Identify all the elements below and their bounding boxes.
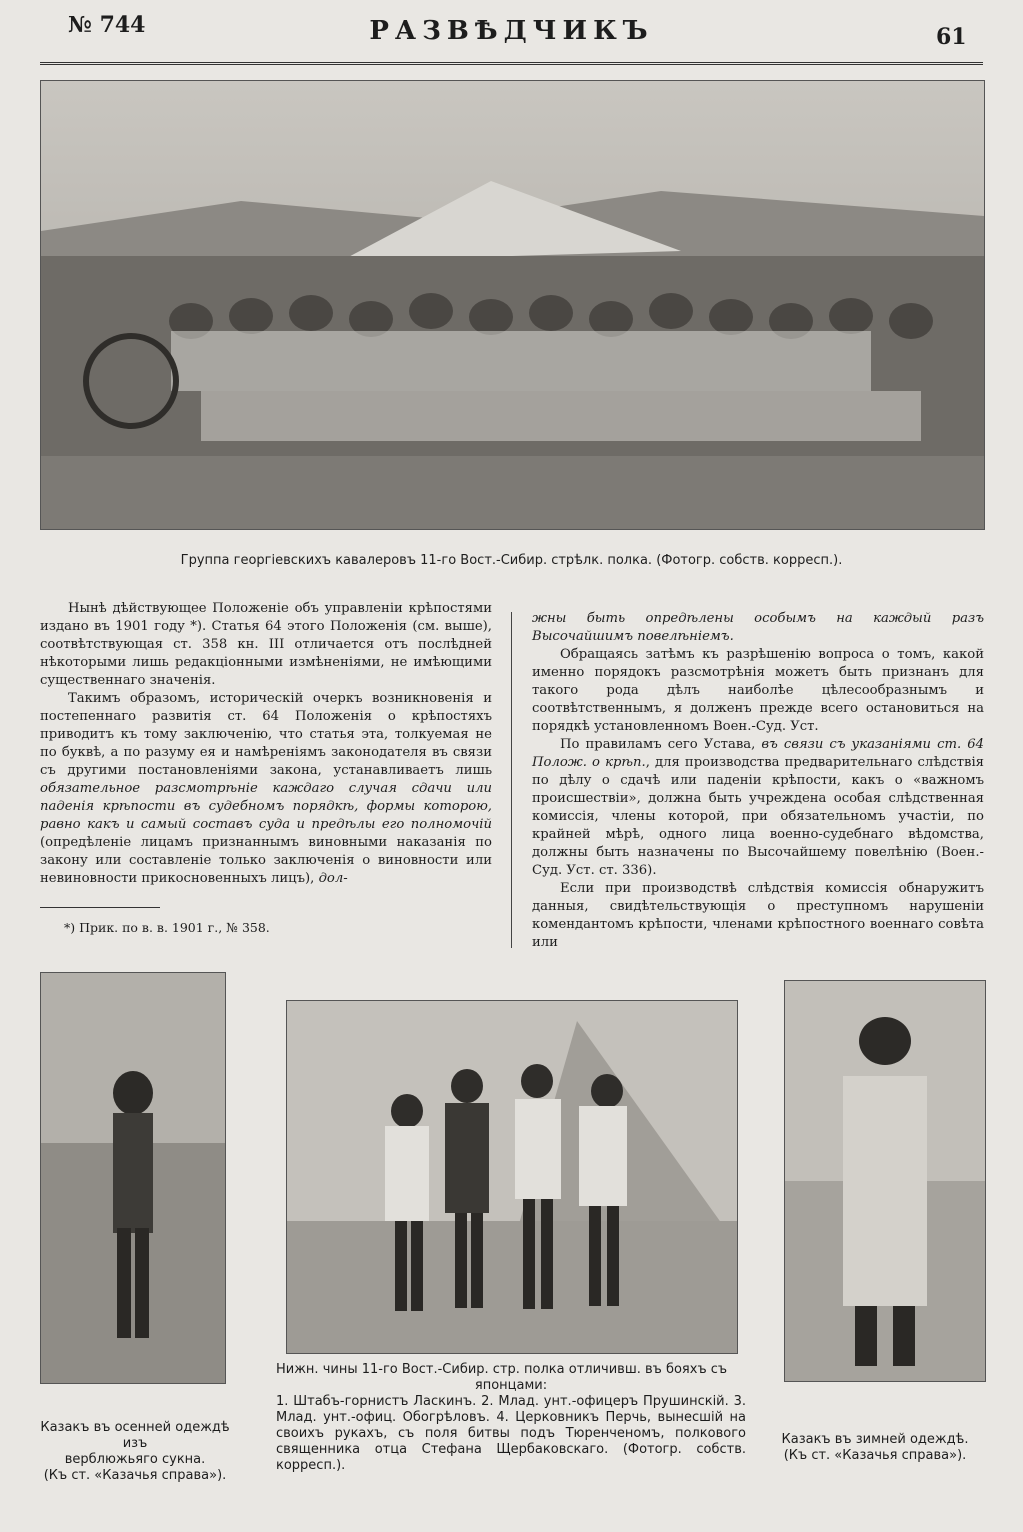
paragraph: Если при производствѣ слѣдствія комиссія обнаружитъ данныя, свидѣтельствующія о преступномъ нарушеніи комендантомъ крѣпости, членами крѣпостного военнаго совѣта или [532, 881, 984, 950]
soldiers-list: 1. Штабъ-горнистъ Ласкинъ. 2. Млад. унт.-офицеръ Прушинскій. 3. Млад. унт.-офиц. Обогрѣловъ. 4. Церковникъ Перчь, вынесшій на своихъ рукахъ, съ поля битвы подъ Тюренченомъ, полкового священника отца Стефана Щербаковскаго. (Фотогр. собств. корресп.). [276, 1394, 746, 1473]
cossack-autumn-photo [40, 972, 226, 1384]
cossack-autumn-caption: Казакъ въ осенней одеждѣ изъ верблюжьяго сукна. (Къ ст. «Казачья справа»). [40, 1420, 230, 1483]
italic-phrase: обязательное разсмотрѣніе каждаго случая сдачи или паденія крѣпости въ судебномъ порядкѣ, формы которою, равно какъ и самый составъ суда и предѣлы его полномочій [40, 781, 492, 832]
header-rule [40, 62, 983, 65]
paragraph: Обращаясь затѣмъ къ разрѣшенію вопроса о томъ, какой именно порядокъ разсмотрѣнія можетъ быть признанъ для такого рода дѣлъ наиболѣе цѣлесообразнымъ и соотвѣтственнымъ, я долженъ прежде всего остановиться на порядкѣ установленномъ Воен.-Суд. Уст. [532, 647, 984, 734]
article-left-column [40, 600, 492, 888]
magazine-title: РАЗВѢДЧИКЪ [369, 16, 654, 46]
italic-phrase: въ связи съ указаніями ст. 64 Полож. о крѣп. [532, 737, 984, 770]
group-photo-caption: Группа георгіевскихъ кавалеровъ 11-го Вост.-Сибир. стрѣлк. полка. (Фотогр. собств. корресп.). [180, 553, 843, 568]
soldiers-tent-photo [286, 1000, 738, 1354]
footnote: *) Прик. по в. в. 1901 г., № 358. [64, 920, 270, 935]
footnote-rule [40, 907, 160, 908]
article-right-column [532, 610, 984, 952]
page-number: 61 [936, 24, 967, 50]
soldiers-tent-caption: Нижн. чины 11-го Вост.-Сибир. стр. полка отличивш. въ бояхъ съ японцами: 1. Штабъ-горнистъ Ласкинъ. 2. Млад. унт.-офицеръ Прушинскій. 3. Млад. унт.-офиц. Обогрѣловъ. 4. Церковникъ Перчь, вынесшій на своихъ рукахъ, съ поля битвы подъ Тюренченомъ, полкового священника отца Стефана Щербаковскаго. (Фотогр. собств. корресп.). [276, 1362, 746, 1473]
paragraph: Такимъ образомъ, историческій очеркъ возникновенія и постепеннаго развитія ст. 64 Положенія о крѣпостяхъ приводитъ къ тому заключенію, что статья эта, толкуемая не по буквѣ, а по разуму ея и намѣреніямъ законодателя въ связи съ другими постановленіями закона, устанавливаетъ лишь обязательное разсмотрѣніе каждаго случая сдачи или паденія крѣпости въ судебномъ порядкѣ, формы которою, равно какъ и самый составъ суда и предѣлы его полномочій (опредѣленіе лицамъ признаннымъ виновными наказанія по закону или составленіе только заключенія о виновности или невиновности прикосновенныхъ лицъ), дол- [40, 691, 492, 886]
cossack-winter-photo [784, 980, 986, 1382]
issue-number: № 744 [68, 12, 146, 38]
group-photo [40, 80, 985, 530]
paragraph: жны быть опредѣлены особымъ на каждый разъ Высочайшимъ повелѣніемъ. [532, 611, 984, 644]
paragraph: По правиламъ сего Устава, въ связи съ указаніями ст. 64 Полож. о крѣп., для производства предварительнаго слѣдствія по дѣлу о сдачѣ или паденіи крѣпости, какъ о «важномъ происшествіи», должна быть учреждена особая слѣдственная комиссія, члены которой, при обязательномъ участіи, по крайней мѣрѣ, одного лица военно-судебнаго вѣдомства, должны быть назначены по Высочайшему повелѣнію (Воен.-Суд. Уст. ст. 336). [532, 737, 984, 878]
column-divider [511, 612, 512, 948]
paragraph: Нынѣ дѣйствующее Положеніе объ управленіи крѣпостями издано въ 1901 году *). Статья 64 этого Положенія (см. выше), соотвѣтствующая ст. 358 кн. III отличается отъ послѣдней нѣкоторыми лишь редакціонными измѣненіями, не имѣющими существеннаго значенія. [40, 601, 492, 688]
cossack-winter-caption: Казакъ въ зимней одеждѣ. (Къ ст. «Казачья справа»). [781, 1432, 969, 1463]
